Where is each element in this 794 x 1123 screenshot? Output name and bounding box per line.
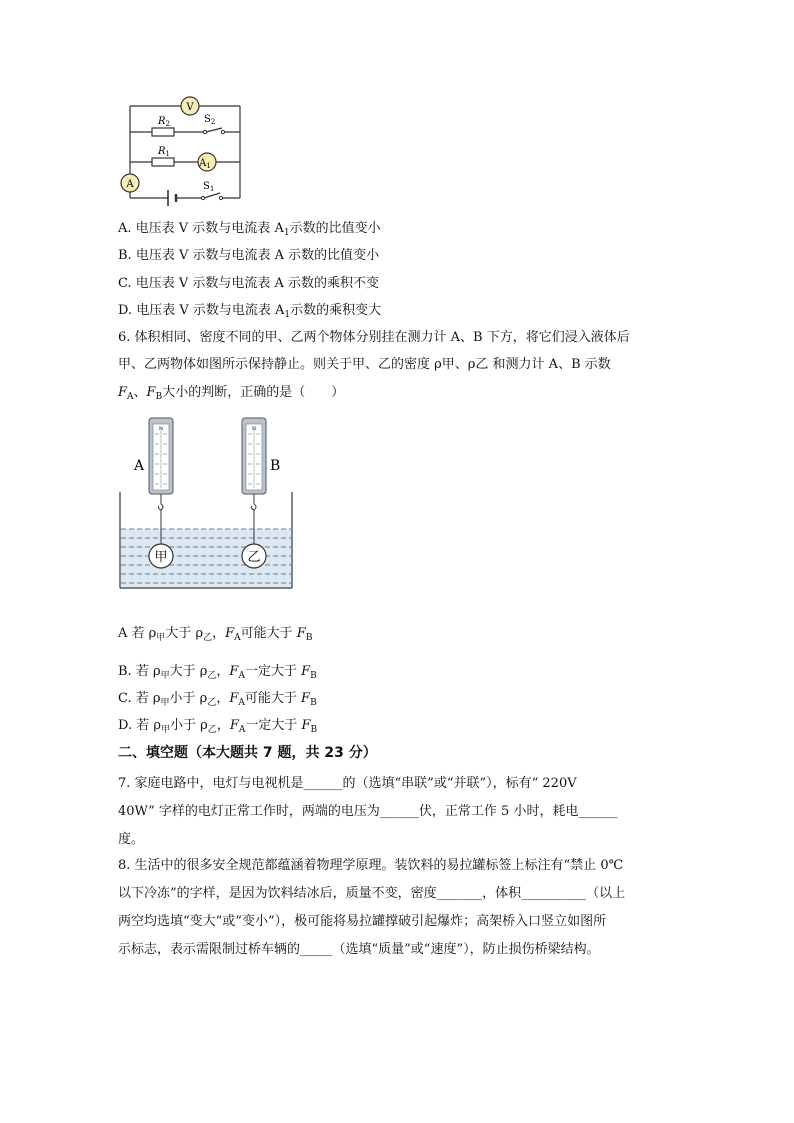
q8-line2: 以下冷冻”的字样，是因为饮料结冰后，质量不变，密度_______，体积__________（以上	[118, 886, 626, 901]
q6-option-d: D. 若 $\rho_甲$小于 $\rho_乙$，$F_A$一定大于 $F_B$	[118, 718, 318, 735]
q8-line3: 两空均选填“变大”或“变小”），极可能将易拉罐撑破引起爆炸；高架桥入口竖立如图所	[118, 914, 607, 929]
q6-option-c: C. 若 $\rho_甲$小于 $\rho_乙$，$F_A$可能大于 $F_B$	[118, 691, 317, 708]
q7-line1: 7. 家庭电路中，电灯与电视机是______的（选填“串联”或“并联”），标有“ 220V	[118, 776, 577, 791]
r2-sub: 2	[165, 120, 170, 128]
s2-label: S	[204, 114, 211, 125]
svg-text:R1	[157, 146, 170, 158]
q6-stem-line2: 甲、乙两物体如图所示保持静止。则关于甲、乙的密度 ρ甲、ρ乙 和测力计 A、B 示数	[118, 357, 611, 372]
s1-label: S	[203, 181, 210, 192]
q7-line3: 度。	[118, 832, 145, 847]
q8-line1: 8. 生活中的很多安全规范都蕴涵着物理学原理。装饮料的易拉罐标签上标注有“禁止 0℃	[118, 858, 624, 873]
voltmeter	[181, 97, 199, 115]
spring-balance-a	[149, 418, 173, 544]
ammeter-branch-label: A	[199, 158, 207, 169]
r1-label: R	[158, 146, 166, 157]
object-yi-label: 乙	[247, 550, 261, 565]
svg-text:S2	[204, 114, 215, 126]
balance-b-label: B	[270, 458, 281, 474]
q5-option-b: B. 电压表 V 示数与电流表 A 示数的比值变小	[118, 248, 380, 263]
q8-line4: 示标志，表示需限制过桥车辆的_____（选填“质量”或“速度”），防止损伤桥梁结构。	[118, 942, 600, 957]
q5-option-c: C. 电压表 V 示数与电流表 A 示数的乘积不变	[118, 276, 380, 291]
ammeter-branch	[198, 153, 216, 171]
section-title: 二、填空题（本大题共 7 题，共 23 分）	[118, 745, 377, 761]
ammeter-branch-sub: 1	[206, 162, 211, 170]
s2-sub: 2	[210, 118, 216, 126]
q6-stem-line1: 6. 体积相同、密度不同的甲、乙两个物体分别挂在测力计 A、B 下方，将它们浸入液体后	[118, 330, 630, 345]
balance-a-label: A	[134, 458, 145, 474]
resistor-r1	[152, 158, 174, 166]
r2-label: R	[158, 116, 166, 127]
q6-option-b: B. 若 $\rho_甲$大于 $\rho_乙$，$F_A$一定大于 $F_B$	[118, 664, 317, 681]
svg-text:S1	[203, 181, 214, 193]
object-jia-label: 甲	[154, 550, 168, 565]
q7-line2: 40W” 字样的电灯正常工作时，两端的电压为______伏，正常工作 5 小时，耗电______	[118, 804, 618, 819]
q6-stem-line3: $F_A$、$F_B$大小的判断，正确的是（ ）	[118, 385, 345, 402]
svg-text:R2	[157, 116, 170, 128]
ammeter-main-label: A	[126, 179, 134, 190]
r1-sub: 1	[165, 150, 170, 158]
scale-unit-a: N	[158, 426, 164, 432]
resistor-r2	[152, 128, 174, 136]
circuit-diagram	[118, 96, 248, 208]
q5-option-a: A. 电压表 V 示数与电流表 $A_1$示数的比值变小	[118, 221, 381, 238]
voltmeter-label: V	[186, 102, 194, 113]
q6-option-a: A 若 $\rho_甲$大于 $\rho_乙$，$F_A$可能大于 $F_B$	[118, 626, 313, 643]
ammeter-main	[121, 174, 139, 192]
s1-sub: 1	[209, 185, 215, 193]
q5-option-d: D. 电压表 V 示数与电流表 $A_1$示数的乘积变大	[118, 303, 382, 320]
spring-balance-diagram	[118, 416, 298, 592]
scale-unit-b: N	[251, 426, 257, 432]
spring-balance-b	[242, 418, 266, 544]
